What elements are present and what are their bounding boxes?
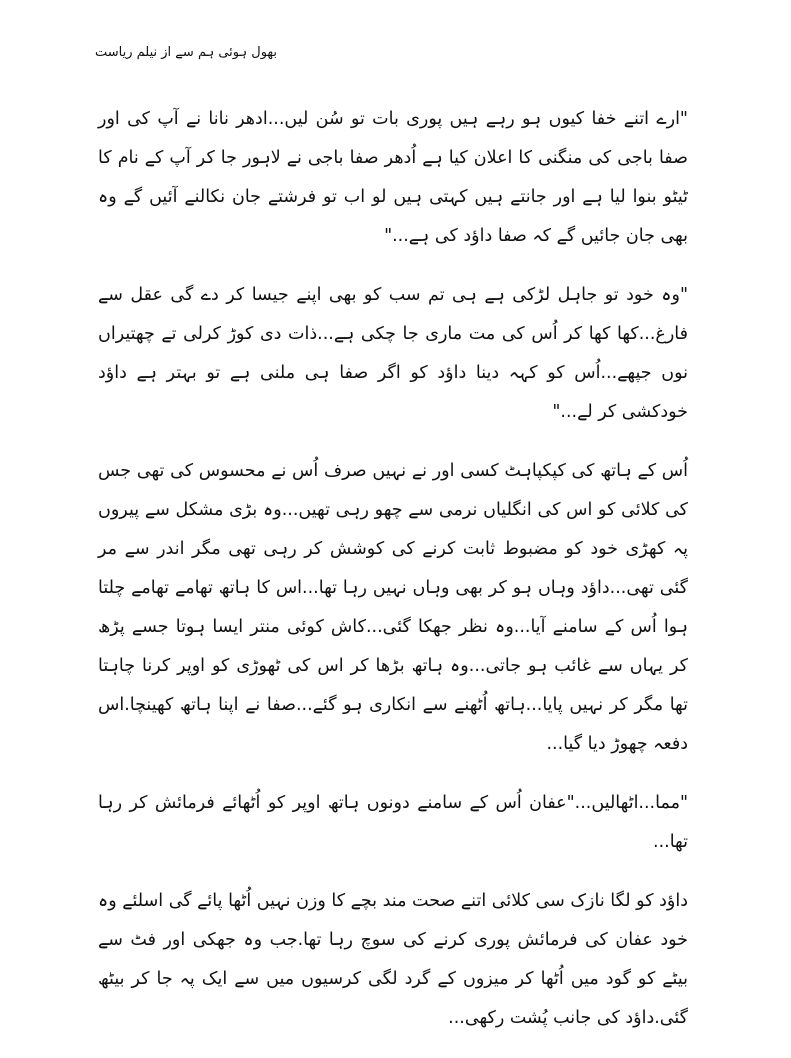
paragraph: "ارے اتنے خفا کیوں ہو رہے ہیں پوری بات تو سُن لیں...ادھر نانا نے آپ کی اور صفا باجی کی منگنی کا اعلان کیا ہے اُدھر صفا باجی نے لاہور جا کر آپ کے نام کا ٹیٹو بنوا لیا ہے اور جانتے ہیں کہتی ہیں لو اب تو فرشتے جان نکالنے آئیں گے وہ بھی جان جائیں گے کہ صفا داؤد کی ہے..."	[98, 109, 688, 246]
paragraph: "مما...اٹھالیں..."عفان اُس کے سامنے دونوں ہاتھ اوپر کو اُٹھائے فرمائش کر رہا تھا...	[98, 793, 688, 852]
page-header: بھول ہوئی ہم سے از نیلم ریاست	[95, 45, 278, 60]
paragraph: اُس کے ہاتھ کی کپکپاہٹ کسی اور نے نہیں صرف اُس نے محسوس کی تھی جس کی کلائی کو اس کی انگلیاں نرمی سے چھو رہی تھیں...وہ بڑی مشکل سے پیروں پہ کھڑی خود کو مضبوط ثابت کرنے کی کوشش کر رہی تھی مگر اندر سے مر گئی تھی...داؤد وہاں ہو کر بھی وہاں نہیں رہا تھا...اس کا ہاتھ تھامے تھامے چلتا ہوا اُس کے سامنے آیا...وہ نظر جھکا گئی...کاش کوئی منتر ایسا ہوتا جسے پڑھ کر یہاں سے غائب ہو جاتی...وہ ہاتھ بڑھا کر اس کی ٹھوڑی کو اوپر کرنا چاہتا تھا مگر کر نہیں پایا...ہاتھ اُٹھنے سے انکاری ہو گئے...صفا نے اپنا ہاتھ کھینچا.اس دفعہ چھوڑ دیا گیا...	[98, 461, 688, 754]
paragraph: داؤد کو لگا نازک سی کلائی اتنے صحت مند بچے کا وزن نہیں اُٹھا پائے گی اسلئے وہ خود عفان کی فرمائش پوری کرنے کی سوچ رہا تھا.جب وہ جھکی اور فٹ سے بیٹے کو گود میں اُٹھا کر میزوں کے گرد لگی کرسیوں میں سے ایک پہ جا کر بیٹھ گئی.داؤد کی جانب پُشت رکھی...	[98, 891, 688, 1028]
paragraph: "وہ خود تو جاہل لڑکی ہے ہی تم سب کو بھی اپنے جیسا کر دے گی عقل سے فارغ...کھا کھا کر اُس کی مت ماری جا چکی ہے...ذات دی کوڑ کرلی تے چھتیراں نوں جپھے...اُس کو کہہ دینا داؤد کو اگر صفا ہی ملنی ہے تو بہتر ہے داؤد خودکشی کر لے..."	[98, 285, 688, 422]
document-body	[98, 100, 688, 1058]
